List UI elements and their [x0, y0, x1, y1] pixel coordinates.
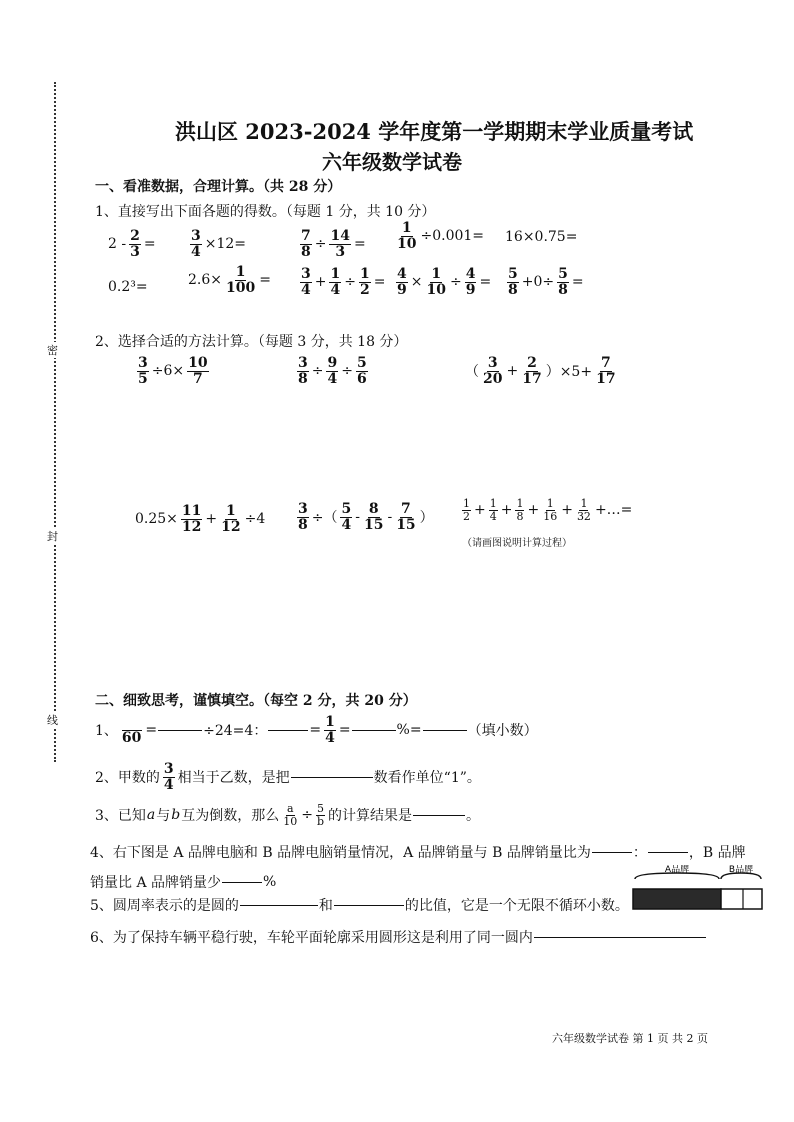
- section1-title: 一、看准数据，合理计算。（共 28 分）: [95, 179, 342, 195]
- brand-sales-diagram: [631, 865, 764, 913]
- fill-q4-blank-3[interactable]: [222, 882, 262, 883]
- calc-item-6: 0.2³=: [108, 279, 148, 295]
- brand-a-label: A品牌: [664, 865, 690, 875]
- binding-dotted-line: [54, 82, 56, 762]
- fill-q5-blank-1[interactable]: [240, 905, 318, 906]
- section2-title: 二、细致思考，谨慎填空。（每空 2 分，共 20 分）: [95, 693, 417, 709]
- method-item-3: （ $\frac{3}{20}$ + $\frac{2}{17}$ ）×5+ $\frac{7}{17}$: [465, 355, 616, 387]
- brand-b-label: B品牌: [728, 865, 754, 875]
- method-item-6-note: （请画图说明计算过程）: [462, 538, 572, 549]
- fill-q1: 1、 60 = ÷24=4： = $\frac{1}{4}$ = %= （填小数）: [95, 714, 538, 746]
- s1-q1-title: 1、直接写出下面各题的得数。（每题 1 分，共 10 分）: [95, 204, 436, 220]
- calc-item-9: $\frac{4}{9}$ × $\frac{1}{10}$ ÷ $\frac{4}{9}$ =: [397, 266, 492, 298]
- page-title: 洪山区 2023-2024 学年度第一学期期末学业质量考试: [175, 119, 694, 144]
- margin-mark-line: 线: [47, 714, 58, 727]
- calc-item-2: $\frac{3}{4}$ ×12=: [191, 228, 247, 260]
- calc-item-3: $\frac{7}{8}$ ÷ $\frac{14}{3}$ =: [301, 228, 366, 260]
- fill-q5-blank-2[interactable]: [334, 905, 404, 906]
- fill-q1-blank-2[interactable]: [268, 730, 308, 731]
- calc-item-7: 2.6× $\frac{1}{100}$ =: [188, 264, 271, 296]
- fill-q2-blank[interactable]: [291, 777, 373, 778]
- method-item-6: $\frac{1}{2}$ + $\frac{1}{4}$ + $\frac{1}{8}$ + $\frac{1}{16}$ + $\frac{1}{32}$ +…=: [463, 497, 633, 523]
- calc-item-5: 16×0.75=: [505, 229, 578, 245]
- method-item-2: $\frac{3}{8}$ ÷ $\frac{9}{4}$ ÷ $\frac{5}{6}$: [298, 355, 367, 387]
- calc-item-4: $\frac{1}{10}$ ÷0.001=: [397, 220, 485, 252]
- method-item-5: $\frac{3}{8}$ ÷（ $\frac{5}{4}$ - $\frac{8}{15}$ - $\frac{7}{15}$ ）: [298, 501, 434, 533]
- fill-q4-line1: 4、右下图是 A 品牌电脑和 B 品牌电脑销量情况，A 品牌销量与 B 品牌销量比为 ： ，B 品牌: [90, 845, 746, 861]
- fill-q4-line2: 销量比 A 品牌销量少 %: [90, 874, 277, 891]
- brand-a-bar: [633, 889, 721, 909]
- fill-q3-blank[interactable]: [413, 815, 465, 816]
- page-footer: 六年级数学试卷 第 1 页 共 2 页: [552, 1032, 708, 1045]
- calc-item-10: $\frac{5}{8}$ +0÷ $\frac{5}{8}$ =: [508, 266, 584, 298]
- fill-q1-blank-1[interactable]: [158, 730, 202, 731]
- fill-q3: 3、已知 a 与 b 互为倒数，那么 $\frac{a}{10}$ ÷ $\frac{5}{b}$ 的计算结果是 。: [95, 802, 481, 828]
- method-item-1: $\frac{3}{5}$ ÷6× $\frac{10}{7}$: [138, 355, 208, 387]
- calc-item-8: $\frac{3}{4}$ + $\frac{1}{4}$ ÷ $\frac{1}{2}$ =: [301, 266, 386, 298]
- fill-q6: 6、为了保持车辆平稳行驶，车轮平面轮廓采用圆形这是利用了同一圆内: [90, 927, 706, 947]
- fill-q4-blank-1[interactable]: [592, 852, 632, 853]
- fill-q2: 2、甲数的 $\frac{3}{4}$ 相当于乙数，是把 数看作单位“1”。: [95, 761, 481, 793]
- margin-mark-close: 封: [47, 530, 58, 543]
- method-item-4: 0.25× $\frac{11}{12}$ + $\frac{1}{12}$ ÷4: [135, 503, 266, 535]
- page-subtitle: 六年级数学试卷: [322, 150, 462, 174]
- brand-sales-svg: [631, 865, 764, 913]
- s1-q2-title: 2、选择合适的方法计算。（每题 3 分，共 18 分）: [95, 334, 408, 350]
- margin-mark-seal: 密: [47, 344, 58, 357]
- fill-q6-blank[interactable]: [534, 937, 706, 938]
- fill-q5: 5、圆周率表示的是圆的 和 的比值，它是一个无限不循环小数。: [90, 898, 629, 914]
- fill-q1-blank-4[interactable]: [423, 730, 467, 731]
- brand-b-bar: [721, 889, 762, 909]
- fill-q1-blank-3[interactable]: [352, 730, 396, 731]
- calc-item-1: 2 - $\frac{2}{3}$ =: [108, 228, 156, 260]
- fill-q4-blank-2[interactable]: [648, 852, 688, 853]
